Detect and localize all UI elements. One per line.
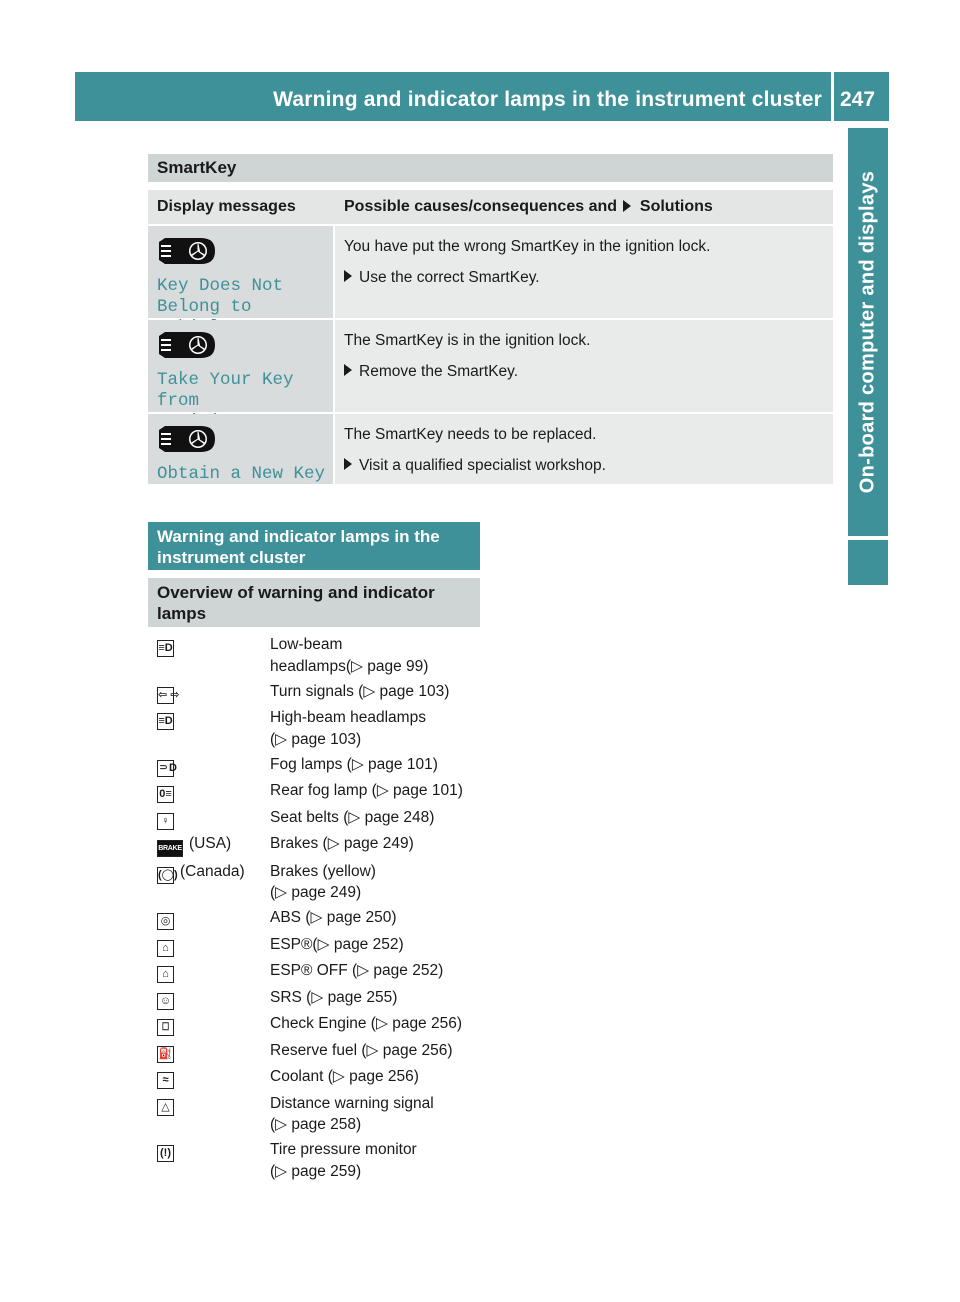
lamp-description bbox=[270, 807, 480, 830]
lamp-page-ref: headlamps(▷ page 99) bbox=[270, 657, 429, 675]
lamp-label: Check Engine (▷ page 256) bbox=[270, 1015, 463, 1032]
message-line: Obtain a New Key bbox=[157, 464, 326, 484]
lamp-label: Brakes (▷ page 249) bbox=[270, 835, 414, 852]
lamp-icon-cell bbox=[148, 1040, 270, 1063]
lamp-icon-cell bbox=[148, 681, 270, 704]
lamp-page-ref: (▷ page 249) bbox=[270, 884, 362, 901]
lamp-icon-cell bbox=[148, 907, 270, 930]
side-tab-label: On-board computer and displays bbox=[856, 170, 879, 494]
list-item bbox=[148, 1139, 480, 1182]
list-item bbox=[148, 833, 480, 857]
seat-belt-icon: ♀ bbox=[157, 813, 174, 830]
solution-text: Use the correct SmartKey. bbox=[359, 269, 540, 286]
lamp-icon-cell bbox=[148, 634, 270, 677]
page-header-title: Warning and indicator lamps in the instrument cluster bbox=[273, 88, 822, 111]
check-engine-icon: ⎕ bbox=[157, 1019, 174, 1036]
list-item bbox=[148, 861, 480, 904]
cause-text: The SmartKey needs to be replaced. bbox=[344, 426, 597, 443]
smartkey-icon bbox=[157, 330, 217, 360]
display-message-cell bbox=[148, 414, 335, 484]
lamp-label: ABS (▷ page 250) bbox=[270, 909, 397, 926]
reserve-fuel-icon: ⛽ bbox=[157, 1046, 174, 1063]
lamp-icon-cell bbox=[148, 1093, 270, 1136]
smartkey-icon bbox=[157, 236, 217, 266]
solution-line bbox=[344, 363, 833, 381]
lamp-icon-cell bbox=[148, 754, 270, 777]
list-item bbox=[148, 707, 480, 750]
low-beam-icon: ≡D bbox=[157, 640, 174, 657]
lamp-description bbox=[270, 780, 480, 803]
list-item bbox=[148, 1093, 480, 1136]
lamp-description bbox=[270, 754, 480, 777]
list-item bbox=[148, 934, 480, 957]
lamp-icon-cell bbox=[148, 1013, 270, 1036]
header-divider bbox=[831, 72, 834, 121]
list-item bbox=[148, 1013, 480, 1036]
lamp-description bbox=[270, 833, 480, 857]
tire-pressure-icon: (!) bbox=[157, 1145, 174, 1162]
lamp-list bbox=[148, 634, 480, 1186]
lamp-label: Reserve fuel (▷ page 256) bbox=[270, 1041, 453, 1059]
lamp-description bbox=[270, 1139, 480, 1182]
lamp-description bbox=[270, 707, 480, 750]
lamp-label: Rear fog lamp (▷ page 101) bbox=[270, 782, 463, 799]
lamp-icon-cell bbox=[148, 861, 270, 904]
lamp-label: High-beam headlamps bbox=[270, 709, 426, 726]
rear-fog-lamp-icon: 0≡ bbox=[157, 786, 174, 803]
solution-cell bbox=[335, 226, 833, 318]
brake-canada-icon: (◯) bbox=[157, 867, 174, 884]
lamp-description bbox=[270, 1040, 480, 1063]
lamp-label: Fog lamps (▷ page 101) bbox=[270, 755, 438, 773]
lamp-page-ref: (▷ page 103) bbox=[270, 730, 362, 748]
lamp-page-ref: (▷ page 259) bbox=[270, 1162, 362, 1180]
lamp-icon-cell bbox=[148, 1139, 270, 1182]
solution-arrow-icon bbox=[344, 364, 352, 376]
distance-warning-icon: △ bbox=[157, 1099, 174, 1116]
region-label: (Canada) bbox=[180, 862, 245, 880]
lamp-label: Low-beam bbox=[270, 636, 343, 653]
table-row bbox=[148, 412, 833, 484]
list-item bbox=[148, 634, 480, 677]
section-heading: Warning and indicator lamps in the instrument cluster bbox=[148, 522, 480, 570]
solution-text: Visit a qualified specialist workshop. bbox=[359, 457, 606, 474]
smartkey-title: SmartKey bbox=[148, 154, 833, 182]
lamp-icon-cell bbox=[148, 707, 270, 750]
smartkey-icon bbox=[157, 424, 217, 454]
lamp-icon-cell bbox=[148, 987, 270, 1010]
lamp-description bbox=[270, 907, 480, 930]
list-item bbox=[148, 1066, 480, 1089]
solution-cell bbox=[335, 414, 833, 484]
lamp-label: Distance warning signal bbox=[270, 1094, 434, 1112]
lamp-description bbox=[270, 1013, 480, 1036]
lamp-label: SRS (▷ page 255) bbox=[270, 988, 398, 1006]
lamp-description bbox=[270, 1066, 480, 1089]
lamp-label: Brakes (yellow) bbox=[270, 862, 376, 880]
lamp-description bbox=[270, 1093, 480, 1136]
lamp-description bbox=[270, 960, 480, 983]
cause-text: The SmartKey is in the ignition lock. bbox=[344, 332, 591, 349]
list-item bbox=[148, 987, 480, 1010]
lamp-label: Coolant (▷ page 256) bbox=[270, 1068, 419, 1085]
lamp-label: Turn signals (▷ page 103) bbox=[270, 682, 450, 700]
esp-off-icon: ⌂ bbox=[157, 966, 174, 983]
page-number: 247 bbox=[840, 88, 876, 111]
brake-usa-icon: BRAKE bbox=[157, 840, 183, 857]
lamp-icon-cell bbox=[148, 833, 270, 857]
list-item bbox=[148, 780, 480, 803]
col-display-messages: Display messages bbox=[157, 198, 296, 215]
solution-line bbox=[344, 269, 833, 287]
lamp-page-ref: (▷ page 258) bbox=[270, 1116, 362, 1133]
abs-icon: ◎ bbox=[157, 913, 174, 930]
lamp-label: ESP®(▷ page 252) bbox=[270, 935, 404, 953]
fog-lamps-icon: ⸧D bbox=[157, 760, 174, 777]
lamp-description bbox=[270, 681, 480, 704]
list-item bbox=[148, 754, 480, 777]
high-beam-icon: ≡D bbox=[157, 713, 174, 730]
subsection-heading: Overview of warning and indicator lamps bbox=[148, 578, 480, 627]
coolant-icon: ≈ bbox=[157, 1072, 174, 1089]
turn-signals-icon: ⇦ ⇨ bbox=[157, 687, 174, 704]
list-item bbox=[148, 681, 480, 704]
lamp-icon-cell bbox=[148, 960, 270, 983]
table-row bbox=[148, 318, 833, 412]
lamp-icon-cell bbox=[148, 934, 270, 957]
list-item bbox=[148, 907, 480, 930]
side-tab-block bbox=[848, 540, 888, 585]
message-line: Belong to bbox=[157, 297, 252, 317]
table-row bbox=[148, 224, 833, 318]
region-label: (USA) bbox=[189, 835, 232, 852]
lamp-icon-cell bbox=[148, 780, 270, 803]
lamp-description bbox=[270, 934, 480, 957]
lamp-icon-cell bbox=[148, 1066, 270, 1089]
srs-icon: ☺ bbox=[157, 993, 174, 1010]
table-header bbox=[148, 190, 833, 224]
lamp-description bbox=[270, 634, 480, 677]
lamp-description bbox=[270, 987, 480, 1010]
esp-icon: ⌂ bbox=[157, 940, 174, 957]
solution-line bbox=[344, 457, 833, 475]
solution-cell bbox=[335, 320, 833, 412]
display-message-cell bbox=[148, 320, 335, 412]
cause-text: You have put the wrong SmartKey in the ignition lock. bbox=[344, 238, 711, 255]
list-item bbox=[148, 807, 480, 830]
solution-arrow-icon bbox=[344, 270, 352, 282]
display-message-cell bbox=[148, 226, 335, 318]
solution-text: Remove the SmartKey. bbox=[359, 363, 519, 380]
lamp-icon-cell bbox=[148, 807, 270, 830]
solution-arrow-icon bbox=[344, 458, 352, 470]
list-item bbox=[148, 960, 480, 983]
lamp-label: Seat belts (▷ page 248) bbox=[270, 808, 435, 826]
list-item bbox=[148, 1040, 480, 1063]
message-line: Key Does Not bbox=[157, 276, 284, 296]
lamp-label: ESP® OFF (▷ page 252) bbox=[270, 962, 444, 979]
lamp-label: Tire pressure monitor bbox=[270, 1141, 417, 1158]
smartkey-table bbox=[148, 154, 833, 484]
lamp-description bbox=[270, 861, 480, 904]
col-causes-solutions: Possible causes/consequences and Solutions bbox=[344, 198, 713, 215]
message-line: Take Your Key from bbox=[157, 370, 294, 411]
